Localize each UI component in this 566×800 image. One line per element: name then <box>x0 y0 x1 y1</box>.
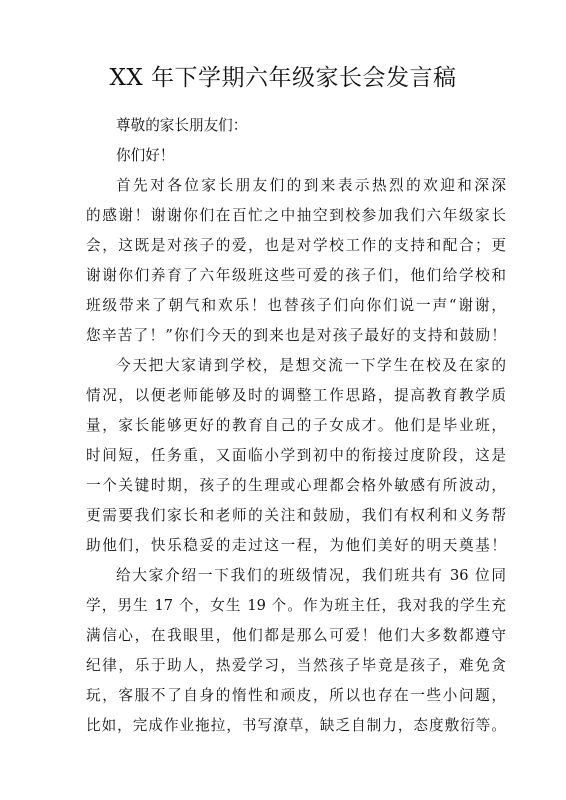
paragraph-line: 更需要我们家长和老师的关注和鼓励，我们有权利和义务帮 <box>86 507 506 524</box>
paragraph-line: 纪律，乐于助人，热爱学习，当然孩子毕竟是孩子，难免贪 <box>86 657 506 674</box>
paragraph-line: 的感谢！谢谢你们在百忙之中抽空到校参加我们六年级家长 <box>86 207 506 224</box>
paragraph-line: 给大家介绍一下我们的班级情况，我们班共有 36 位同 <box>116 567 506 584</box>
paragraph-line: 您辛苦了！”你们今天的到来也是对孩子最好的支持和鼓励！ <box>86 327 506 344</box>
paragraph-line: 情况，以便老师能够及时的调整工作思路，提高教育教学质 <box>86 387 506 404</box>
greeting-line: 你们好！ <box>116 147 175 164</box>
paragraph-line: 时间短，任务重，又面临小学到初中的衔接过度阶段，这是 <box>86 447 506 464</box>
paragraph-line: 助他们，快乐稳妥的走过这一程，为他们美好的明天奠基！ <box>86 537 506 554</box>
paragraph-line: 班级带来了朝气和欢乐！也替孩子们向你们说一声“谢谢， <box>86 297 506 314</box>
paragraph-line: 今天把大家请到学校，是想交流一下学生在校及在家的 <box>116 357 506 374</box>
paragraph-line: 玩，客服不了自身的惰性和顽皮，所以也存在一些小问题， <box>86 687 506 704</box>
document-title: XX 年下学期六年级家长会发言稿 <box>109 65 457 91</box>
paragraph-line: 首先对各位家长朋友们的到来表示热烈的欢迎和深深 <box>116 177 506 194</box>
paragraph-line: 一个关键时期，孩子的生理或心理都会格外敏感有所波动， <box>86 477 506 494</box>
paragraph-line: 学，男生 17 个，女生 19 个。作为班主任，我对我的学生充 <box>86 597 506 614</box>
paragraph-line: 比如，完成作业拖拉，书写潦草，缺乏自制力，态度敷衍等。 <box>86 717 506 734</box>
paragraph-line: 会，这既是对孩子的爱，也是对学校工作的支持和配合；更 <box>86 237 506 254</box>
paragraph-line: 满信心，在我眼里，他们都是那么可爱！他们大多数都遵守 <box>86 627 506 644</box>
salutation-line: 尊敬的家长朋友们： <box>116 117 248 134</box>
paragraph-line: 量，家长能够更好的教育自己的子女成才。他们是毕业班， <box>86 417 506 434</box>
paragraph-line: 谢谢你们养育了六年级班这些可爱的孩子们，他们给学校和 <box>86 267 506 284</box>
